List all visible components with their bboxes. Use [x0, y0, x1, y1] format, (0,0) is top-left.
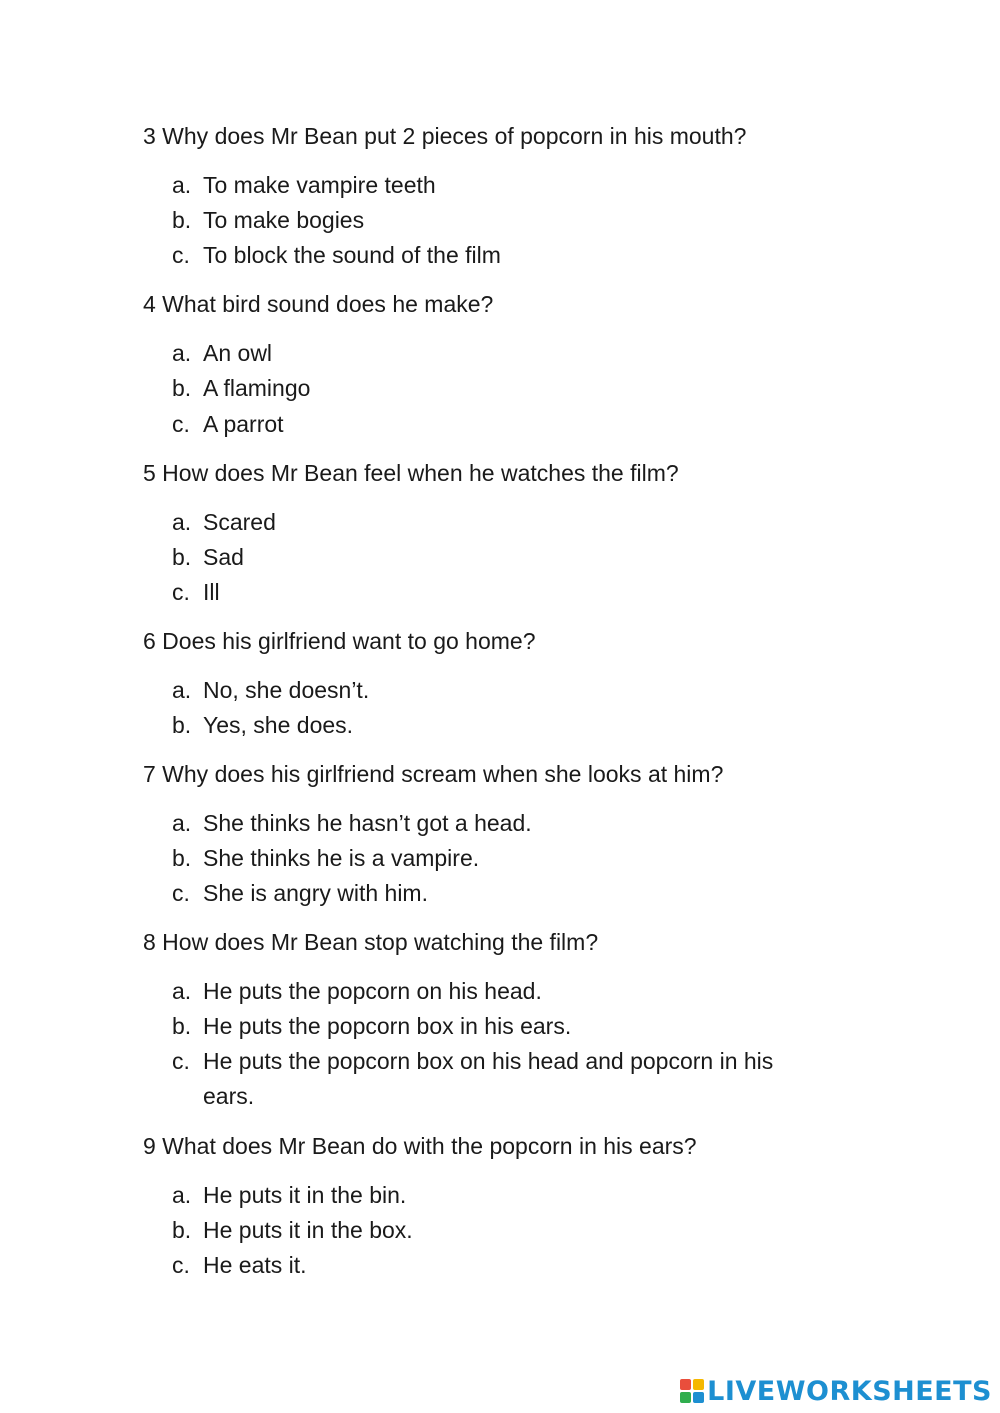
- option-letter: b.: [172, 544, 192, 570]
- option-letter: c.: [172, 579, 190, 605]
- option-letter: a.: [172, 509, 192, 535]
- option-letter: c.: [172, 880, 190, 906]
- question-6-option-a[interactable]: [172, 676, 369, 704]
- option-text: To block the sound of the film: [203, 242, 501, 268]
- option-text: Sad: [203, 544, 244, 570]
- logo-text: LIVEWORKSHEETS: [707, 1375, 992, 1407]
- question-6-option-b[interactable]: [172, 711, 353, 739]
- question-7-option-a[interactable]: [172, 809, 532, 837]
- liveworksheets-logo-icon: [680, 1379, 704, 1403]
- question-9-option-a[interactable]: [172, 1181, 406, 1209]
- logo-square-yellow: [693, 1379, 704, 1390]
- option-text: Scared: [203, 509, 276, 535]
- option-letter: c.: [172, 1252, 190, 1278]
- option-text: He puts the popcorn on his head.: [203, 978, 542, 1004]
- option-text: She thinks he is a vampire.: [203, 845, 480, 871]
- logo-square-green: [680, 1392, 691, 1403]
- option-text: No, she doesn’t.: [203, 677, 370, 703]
- question-4-option-b[interactable]: [172, 374, 310, 402]
- question-5-option-a[interactable]: [172, 508, 276, 536]
- option-text: To make bogies: [203, 207, 365, 233]
- option-letter: a.: [172, 810, 192, 836]
- question-3-option-a[interactable]: [172, 171, 436, 199]
- question-3: 3 Why does Mr Bean put 2 pieces of popcorn in his mouth?: [143, 123, 747, 149]
- option-letter: a.: [172, 978, 192, 1004]
- question-8-option-c[interactable]: [172, 1044, 832, 1114]
- option-letter: b.: [172, 845, 192, 871]
- option-text: He puts the popcorn box in his ears.: [203, 1013, 572, 1039]
- option-text: An owl: [203, 340, 273, 366]
- option-letter: b.: [172, 375, 192, 401]
- question-7-option-c[interactable]: [172, 879, 428, 907]
- option-text: He puts it in the box.: [203, 1217, 413, 1243]
- question-8: 8 How does Mr Bean stop watching the film?: [143, 929, 599, 955]
- question-8-option-a[interactable]: [172, 977, 542, 1005]
- question-7: 7 Why does his girlfriend scream when she looks at him?: [143, 761, 724, 787]
- option-letter: c.: [172, 242, 190, 268]
- liveworksheets-logo: [680, 1375, 992, 1407]
- option-text: A parrot: [203, 411, 284, 437]
- logo-square-red: [680, 1379, 691, 1390]
- question-9-option-b[interactable]: [172, 1216, 413, 1244]
- option-letter: b.: [172, 1013, 192, 1039]
- option-text: He puts it in the bin.: [203, 1182, 407, 1208]
- question-4-option-c[interactable]: [172, 410, 284, 438]
- option-letter: c.: [172, 1048, 190, 1074]
- option-letter: a.: [172, 172, 192, 198]
- option-text: He puts the popcorn box on his head and popcorn in his ears.: [203, 1048, 774, 1109]
- logo-square-blue: [693, 1392, 704, 1403]
- question-5-option-b[interactable]: [172, 543, 244, 571]
- question-8-option-b[interactable]: [172, 1012, 571, 1040]
- option-letter: c.: [172, 411, 190, 437]
- option-letter: b.: [172, 712, 192, 738]
- option-text: He eats it.: [203, 1252, 307, 1278]
- option-letter: a.: [172, 677, 192, 703]
- option-text: Yes, she does.: [203, 712, 354, 738]
- question-5-option-c[interactable]: [172, 578, 220, 606]
- option-text: A flamingo: [203, 375, 311, 401]
- option-text: To make vampire teeth: [203, 172, 436, 198]
- question-4: 4 What bird sound does he make?: [143, 291, 494, 317]
- option-text: She thinks he hasn’t got a head.: [203, 810, 532, 836]
- question-5: 5 How does Mr Bean feel when he watches the film?: [143, 460, 679, 486]
- option-text: She is angry with him.: [203, 880, 428, 906]
- question-4-option-a[interactable]: [172, 339, 272, 367]
- option-letter: a.: [172, 340, 192, 366]
- question-7-option-b[interactable]: [172, 844, 479, 872]
- option-letter: b.: [172, 207, 192, 233]
- option-text: Ill: [203, 579, 220, 605]
- option-letter: a.: [172, 1182, 192, 1208]
- question-3-option-b[interactable]: [172, 206, 364, 234]
- question-9-option-c[interactable]: [172, 1251, 307, 1279]
- option-letter: b.: [172, 1217, 192, 1243]
- question-6: 6 Does his girlfriend want to go home?: [143, 628, 536, 654]
- question-3-option-c[interactable]: [172, 241, 501, 269]
- question-9: 9 What does Mr Bean do with the popcorn in his ears?: [143, 1133, 697, 1159]
